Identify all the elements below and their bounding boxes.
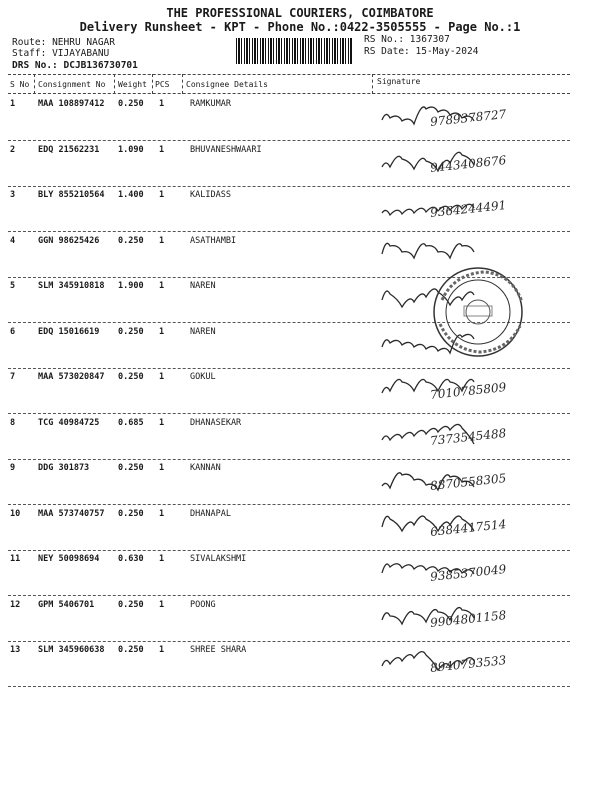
row-weight: 0.630	[118, 554, 144, 564]
row-weight: 0.250	[118, 599, 144, 610]
row-signature-phone: 6384417514	[429, 516, 507, 539]
row-sno: 13	[10, 645, 21, 655]
row-pcs: 1	[159, 599, 165, 610]
row-consignee: NAREN	[190, 281, 216, 291]
row-sno: 5	[10, 281, 16, 291]
row-sno: 12	[10, 599, 21, 610]
row-pcs: 1	[159, 99, 165, 109]
row-consignee: NAREN	[190, 326, 216, 337]
col-divider	[34, 74, 35, 94]
rs-date-label: RS Date:	[364, 46, 410, 57]
row-consignment-no: MAA 573740757	[38, 508, 105, 519]
row-consignment-no: DDG 301873	[38, 463, 90, 473]
staff-label: Staff:	[12, 48, 47, 59]
row-sno: 9	[10, 463, 16, 473]
row-consignment-no: NEY 50098694	[38, 554, 100, 564]
row-consignment-no: EDQ 15016619	[38, 326, 100, 337]
row-separator	[8, 686, 570, 687]
drs-label: DRS No.:	[12, 60, 58, 71]
row-weight: 0.250	[118, 508, 144, 519]
company-title: THE PROFESSIONAL COURIERS, COIMBATORE	[166, 6, 434, 20]
row-sno: 8	[10, 417, 16, 428]
row-pcs: 1	[159, 326, 165, 337]
row-pcs: 1	[159, 508, 165, 519]
row-pcs: 1	[159, 417, 165, 428]
rs-no-label: RS No.:	[364, 34, 405, 45]
row-consignee: POONG	[190, 599, 216, 610]
row-signature-phone: 9789378727	[429, 107, 507, 129]
col-divider	[182, 74, 183, 94]
row-consignee: BHUVANESHWAARI	[190, 144, 262, 155]
header-bottom-rule	[8, 93, 570, 94]
row-consignment-no: SLM 345910818	[38, 281, 105, 291]
row-signature-phone: 9385370049	[429, 562, 507, 584]
col-header-signature: Signature	[377, 77, 421, 86]
row-consignment-no: MAA 573020847	[38, 372, 105, 382]
row-pcs: 1	[159, 281, 165, 291]
route-label: Route:	[12, 37, 47, 48]
row-consignment-no: GGN 98625426	[38, 235, 100, 246]
row-pcs: 1	[159, 235, 165, 246]
runsheet-subtitle: Delivery Runsheet - KPT - Phone No.:0422-3505555 - Page No.:1	[79, 20, 521, 34]
row-consignee: SHREE SHARA	[190, 645, 247, 655]
row-pcs: 1	[159, 554, 165, 564]
row-pcs: 1	[159, 645, 165, 655]
row-sno: 11	[10, 554, 21, 564]
row-consignee: KANNAN	[190, 463, 221, 473]
rs-no-value: 1367307	[409, 34, 450, 45]
row-signature-phone: 8940793533	[429, 653, 507, 675]
barcode	[236, 38, 352, 64]
row-pcs: 1	[159, 372, 165, 382]
row-pcs: 1	[159, 144, 165, 155]
row-weight: 0.250	[118, 463, 144, 473]
rs-date-line	[364, 46, 478, 57]
row-consignment-no: BLY 855210564	[38, 190, 105, 200]
row-weight: 0.685	[118, 417, 144, 428]
row-weight: 1.400	[118, 190, 144, 200]
staff-line	[12, 48, 109, 59]
row-weight: 0.250	[118, 372, 144, 382]
staff-value: VIJAYABANU	[52, 48, 110, 59]
row-sno: 4	[10, 235, 16, 246]
row-consignee: RAMKUMAR	[190, 99, 231, 109]
row-sno: 10	[10, 508, 21, 519]
row-sno: 1	[10, 99, 16, 109]
row-sno: 2	[10, 144, 16, 155]
row-consignee: ASATHAMBI	[190, 235, 237, 246]
row-sno: 7	[10, 372, 16, 382]
col-header-weight: Weight	[118, 80, 147, 89]
delivery-stamp	[424, 264, 532, 360]
row-weight: 0.250	[118, 326, 144, 337]
row-consignee: DHANAPAL	[190, 508, 231, 519]
rs-date-value: 15-May-2024	[415, 46, 479, 57]
row-signature-phone: 9443408676	[429, 152, 507, 175]
row-sno: 3	[10, 190, 16, 200]
row-weight: 1.090	[118, 144, 144, 155]
row-signature-phone: 7010785809	[429, 380, 507, 402]
row-consignee: SIVALAKSHMI	[190, 554, 247, 564]
row-consignment-no: EDQ 21562231	[38, 144, 100, 155]
row-consignee: GOKUL	[190, 372, 216, 382]
col-divider	[372, 74, 373, 94]
col-header-sno: S No	[10, 80, 30, 89]
row-signature-phone: 9904801158	[429, 607, 507, 630]
rs-no-line	[364, 34, 450, 45]
col-header-pcs: PCS	[155, 80, 170, 89]
route-line	[12, 37, 115, 48]
drs-line	[12, 60, 138, 71]
row-weight: 0.250	[118, 645, 144, 655]
row-consignment-no: MAA 108897412	[38, 99, 105, 109]
row-consignee: DHANASEKAR	[190, 417, 242, 428]
row-weight: 0.250	[118, 99, 144, 109]
row-weight: 1.900	[118, 281, 144, 291]
row-signature-phone: 9364244491	[429, 198, 507, 220]
row-consignment-no: SLM 345960638	[38, 645, 105, 655]
route-value: NEHRU NAGAR	[52, 37, 115, 48]
row-sno: 6	[10, 326, 16, 337]
drs-value: DCJB136730701	[63, 60, 138, 71]
row-consignment-no: GPM 5406701	[38, 599, 95, 610]
row-signature-phone: 7373545488	[429, 425, 507, 448]
row-consignment-no: TCG 40984725	[38, 417, 100, 428]
col-divider	[114, 74, 115, 94]
row-pcs: 1	[159, 190, 165, 200]
row-pcs: 1	[159, 463, 165, 473]
header-top-rule	[8, 74, 570, 75]
row-consignee: KALIDASS	[190, 190, 231, 200]
col-header-consignee: Consignee Details	[186, 80, 268, 89]
col-header-consignment: Consignment No	[38, 80, 106, 89]
col-divider	[152, 74, 153, 94]
row-weight: 0.250	[118, 235, 144, 246]
row-signature-phone: 8870558305	[429, 471, 507, 493]
